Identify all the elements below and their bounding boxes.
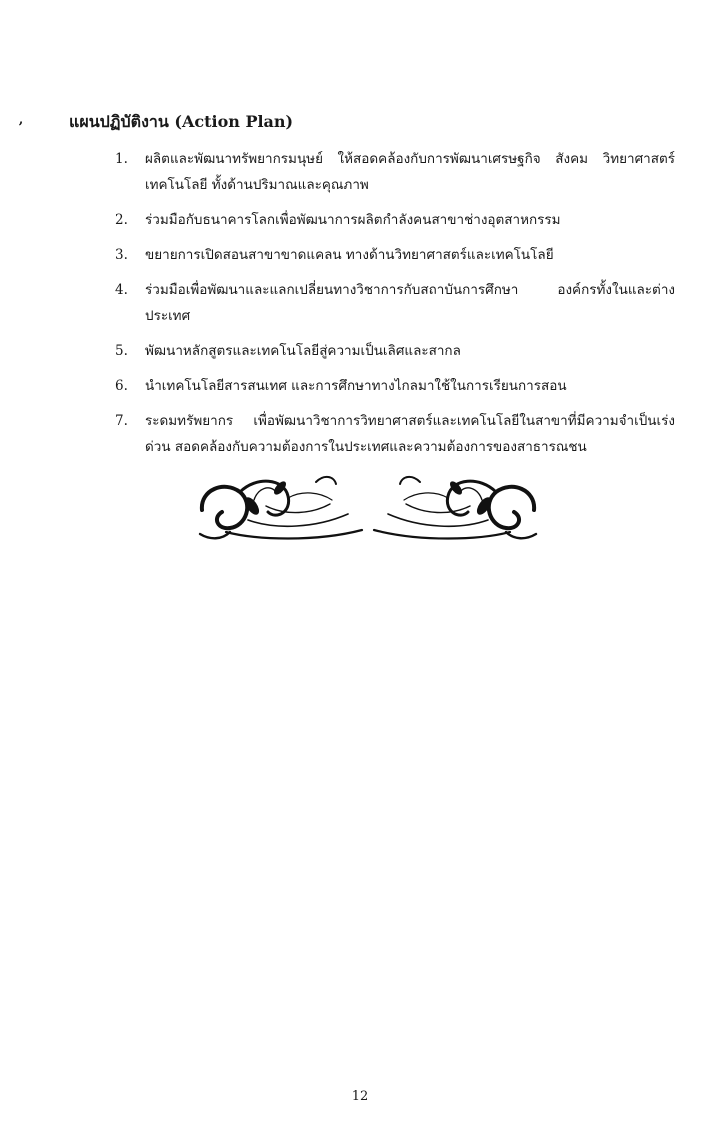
item-number: 4. <box>115 282 128 298</box>
item-number: 2. <box>115 212 128 228</box>
left-flourish <box>200 477 362 539</box>
list-item <box>115 408 675 460</box>
list-item <box>115 242 675 268</box>
item-text: ขยายการเปิดสอนสาขาขาดแคลน ทางด้านวิทยาศาสตร์และเทคโนโลยี <box>145 247 554 263</box>
decorative-flourish-icon <box>196 470 540 544</box>
stray-mark: ʼ <box>18 120 23 136</box>
item-text: นำเทคโนโลยีสารสนเทศ และการศึกษาทางไกลมาใช้ในการเรียนการสอน <box>145 378 567 394</box>
item-number: 3. <box>115 247 128 263</box>
item-text: พัฒนาหลักสูตรและเทคโนโลยีสู่ความเป็นเลิศและสากล <box>145 343 461 359</box>
item-text: ผลิตและพัฒนาทรัพยากรมนุษย์ ให้สอดคล้องกับการพัฒนาเศรษฐกิจ สังคม วิทยาศาสตร์ เทคโนโลยี ทั้งด้านปริมาณและคุณภาพ <box>145 151 675 193</box>
page-number: 12 <box>351 1089 369 1104</box>
list-item <box>115 338 675 364</box>
list-item <box>115 207 675 233</box>
item-number: 1. <box>115 151 128 167</box>
list-item <box>115 277 675 329</box>
item-number: 6. <box>115 378 128 394</box>
item-text: ระดมทรัพยากร เพื่อพัฒนาวิชาการวิทยาศาสตร์และเทคโนโลยีในสาขาที่มีความจำเป็นเร่งด่วน สอดคล้องกับความต้องการในประเทศและความต้องการของสาธารณชน <box>145 413 675 455</box>
right-flourish <box>374 477 536 539</box>
item-text: ร่วมมือเพื่อพัฒนาและแลกเปลี่ยนทางวิชาการกับสถาบันการศึกษา องค์กรทั้งในและต่างประเทศ <box>145 282 675 324</box>
section-heading: แผนปฏิบัติงาน (Action Plan) <box>69 112 294 131</box>
list-item <box>115 373 675 399</box>
item-text: ร่วมมือกับธนาคารโลกเพื่อพัฒนาการผลิตกำลังคนสาขาช่างอุตสาหกรรม <box>145 212 561 228</box>
action-plan-list <box>115 146 675 469</box>
list-item <box>115 146 675 198</box>
item-number: 5. <box>115 343 128 359</box>
item-number: 7. <box>115 413 128 429</box>
